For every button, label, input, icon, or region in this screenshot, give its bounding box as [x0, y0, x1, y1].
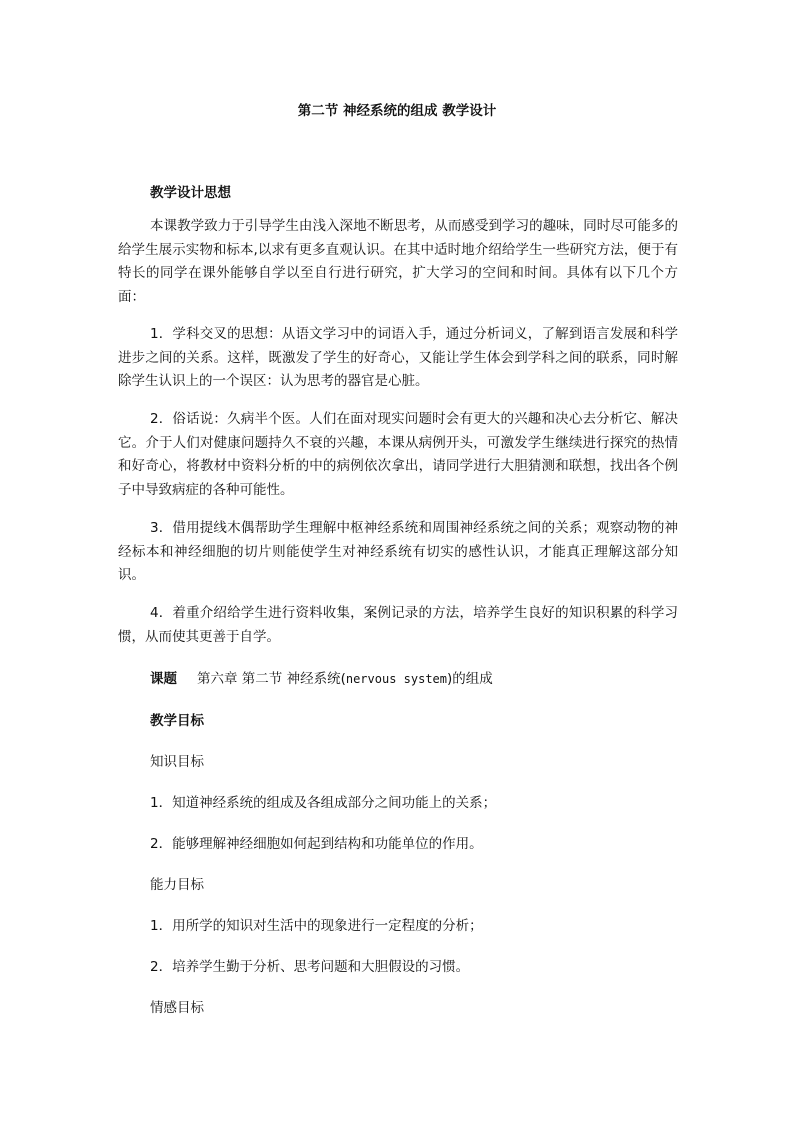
lesson-topic — [150, 667, 493, 687]
lesson-label: 课题 — [150, 671, 177, 687]
knowledge-item-2: 2．能够理解神经细胞如何起到结构和功能单位的作用。 — [150, 836, 483, 852]
design-point-1: 1．学科交叉的思想：从语文学习中的词语入手，通过分析词义，了解到语言发展和科学进步之间的关系。这样，既激发了学生的好奇心，又能让学生体会到学科之间的联系，同时解除学生认识上的一个误区：认为思考的器官是心脏。 — [118, 326, 678, 390]
design-point-4: 4．着重介绍给学生进行资料收集，案例记录的方法，培养学生良好的知识积累的科学习惯，从而使其更善于自学。 — [118, 605, 678, 645]
lesson-prefix: 第六章 第二节 神经系统( — [197, 671, 346, 687]
emotion-heading: 情感目标 — [150, 1000, 204, 1016]
lesson-english-term: nervous system — [345, 672, 448, 686]
document-title: 第二节 神经系统的组成 教学设计 — [297, 103, 497, 119]
design-point-3: 3．借用提线木偶帮助学生理解中枢神经系统和周围神经系统之间的关系；观察动物的神经标本和神经细胞的切片则能使学生对神经系统有切实的感性认识，才能真正理解这部分知识。 — [118, 520, 678, 584]
design-point-2: 2．俗话说：久病半个医。人们在面对现实问题时会有更大的兴趣和决心去分析它、解决它。介于人们对健康问题持久不衰的兴趣，本课从病例开头，可激发学生继续进行探究的热情和好奇心，将教材中资料分析的中的病例依次拿出，请同学进行大胆猜测和联想，找出各个例子中导致病症的各种可能性。 — [118, 411, 678, 498]
ability-heading: 能力目标 — [150, 877, 204, 893]
knowledge-item-1: 1．知道神经系统的组成及各组成部分之间功能上的关系； — [150, 795, 497, 811]
knowledge-heading: 知识目标 — [150, 754, 204, 770]
ability-item-1: 1．用所学的知识对生活中的现象进行一定程度的分析； — [150, 918, 483, 934]
lesson-suffix: )的组成 — [447, 671, 493, 687]
intro-paragraph: 本课教学致力于引导学生由浅入深地不断思考，从而感受到学习的趣味，同时尽可能多的给学生展示实物和标本,以求有更多直观认识。在其中适时地介绍给学生一些研究方法，便于有特长的同学在课外能够自学以至自行进行研究，扩大学习的空间和时间。具体有以下几个方面： — [118, 218, 678, 305]
design-heading: 教学设计思想 — [150, 185, 231, 201]
objectives-heading: 教学目标 — [150, 713, 204, 729]
ability-item-2: 2．培养学生勤于分析、思考问题和大胆假设的习惯。 — [150, 959, 470, 975]
